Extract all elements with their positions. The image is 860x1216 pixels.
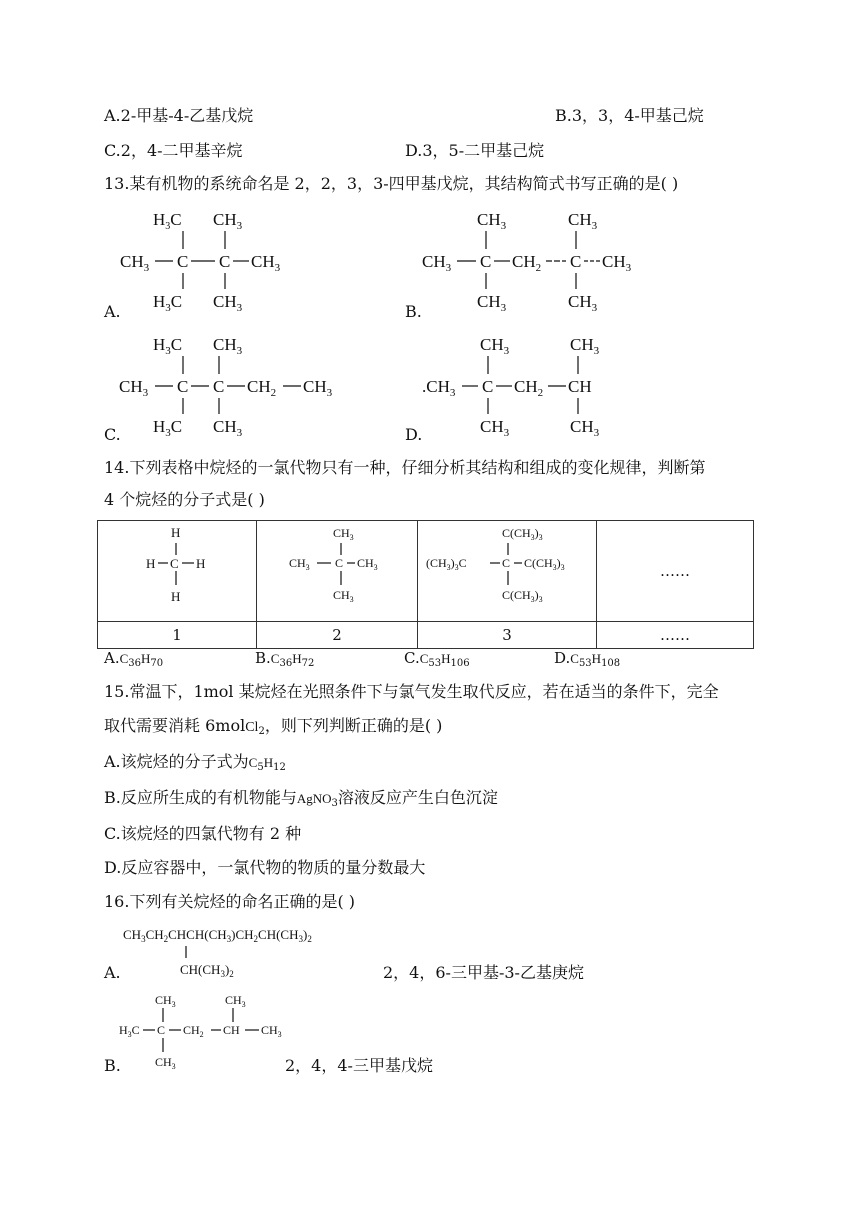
q14-stem-line1: 14.下列表格中烷烃的一氯代物只有一种，仔细分析其结构和组成的变化规律，判断第	[104, 458, 706, 477]
q14-option-a-hn: 70	[150, 658, 164, 669]
q14-cell-neopentane	[257, 521, 418, 622]
q15-option-b-agno-sub: 3	[331, 798, 338, 809]
svg-text:CH3: $CH_3$	[422, 252, 452, 274]
svg-text:CH3: $CH_3$	[570, 335, 600, 357]
q14-option-b-hn: 72	[301, 658, 315, 669]
svg-text:CH3: $CH_3$	[155, 1055, 176, 1070]
q14-option-d-letter: D.	[554, 649, 571, 667]
q14-stem-line2: 4 个烷烃的分子式是( )	[104, 490, 265, 509]
q12-option-d: D.3，5-二甲基己烷	[405, 141, 545, 160]
svg-text:CH3: $CH_3$	[333, 526, 354, 542]
q13-label-b: B.	[405, 302, 422, 321]
q14-index-3: 3	[418, 622, 597, 649]
svg-text:CH2: $CH_2$	[247, 377, 277, 399]
q14-cell-methane	[98, 521, 257, 622]
q14-index-1: 1	[98, 622, 257, 649]
q14-option-c-h: H	[441, 651, 451, 666]
svg-text:C(CH3)3: $C(CH_3)_3$	[524, 556, 565, 572]
svg-text:CH3: $CH_3$	[568, 292, 598, 314]
svg-text:CH2: $CH_2$	[514, 377, 544, 399]
q15-stem2-cl-sub: 2	[258, 726, 265, 737]
svg-text:C: C	[157, 1023, 166, 1037]
q13-label-c: C.	[104, 425, 121, 444]
q15-option-a-h: H	[263, 755, 274, 770]
q14-table	[97, 520, 754, 649]
svg-text:CH2: $CH_2$	[512, 252, 542, 274]
svg-text:C: C	[219, 252, 231, 271]
q13-structure-c	[115, 330, 355, 440]
q15-option-d: D.反应容器中，一氯代物的物质的量分数最大	[104, 858, 426, 877]
svg-text:H3C: $H_3C$	[153, 210, 182, 232]
q15-option-b-text: B.反应所生成的有机物能与	[104, 788, 297, 807]
q15-option-b	[104, 788, 498, 814]
q13-label-d: D.	[405, 425, 423, 444]
svg-text:CH3: $CH_3$	[119, 377, 149, 399]
svg-text:CH3: $CH_3$	[480, 417, 510, 439]
q15-stem2-part1: 取代需要消耗 6mol	[104, 716, 246, 735]
svg-text:C(CH3)3: $C(CH_3)_3$	[502, 526, 543, 542]
q14-cell-ellipsis: ……	[597, 521, 754, 622]
q15-stem2-cl: Cl	[245, 720, 259, 735]
svg-text:CH3: $CH_3$	[225, 993, 246, 1009]
methane-structure	[98, 521, 256, 617]
q12-option-c: C.2，4-二甲基辛烷	[104, 141, 243, 160]
svg-text:CH3: $CH_3$	[480, 335, 510, 357]
svg-text:C: C	[177, 252, 189, 271]
q14-index-4: ……	[597, 622, 754, 649]
svg-text:CH3: $CH_3$	[333, 588, 354, 604]
q15-option-a-text: A.该烷烃的分子式为	[104, 752, 249, 771]
svg-text:C: C	[502, 556, 511, 570]
q15-stem2-part3: ，则下列判断正确的是( )	[264, 716, 443, 735]
q15-stem-line2	[104, 716, 442, 742]
svg-text:CH: CH	[223, 1023, 240, 1037]
svg-text:CH3: $CH_3$	[477, 210, 507, 232]
q13-structure-b	[420, 205, 650, 315]
svg-text:CH3: $CH_3$	[155, 993, 176, 1009]
svg-text:H: H	[171, 525, 181, 540]
q14-option-a-cn: 36	[128, 658, 142, 669]
svg-text:CH3: $CH_3$	[120, 252, 150, 274]
q13-label-a: A.	[104, 302, 121, 321]
q15-stem-line1: 15.常温下，1mol 某烷烃在光照条件下与氯气发生取代反应，若在适当的条件下，完全	[104, 682, 719, 701]
q15-option-c: C.该烷烃的四氯代物有 2 种	[104, 824, 302, 843]
q14-option-a	[104, 648, 163, 674]
q14-option-d	[554, 648, 620, 674]
q16-option-b-label: B.	[104, 1056, 121, 1075]
svg-text:CH3: $CH_3$	[251, 252, 281, 274]
q14-index-2: 2	[257, 622, 418, 649]
q14-option-a-letter: A.	[104, 649, 120, 667]
q14-option-a-c: C	[119, 651, 129, 666]
svg-text:CH2: $CH_2$	[183, 1023, 204, 1039]
svg-text:CH3: $CH_3$	[213, 210, 243, 232]
svg-text:CH3CH2CHCH(CH3)CH2CH(CH3)2: $CH_3CH_2CHCH(CH_3)CH_2CH(CH_3)_2$	[123, 927, 312, 944]
q14-option-a-h: H	[141, 651, 151, 666]
svg-text:CH: CH	[568, 377, 592, 396]
svg-text:CH(CH3)2: $CH(CH_3)_2$	[180, 962, 234, 979]
svg-text:CH3: $CH_3$	[570, 417, 600, 439]
q15-option-b-post: 溶液反应产生白色沉淀	[337, 788, 498, 807]
q16-option-b-name: 2，4，4-三甲基戊烷	[285, 1056, 433, 1075]
svg-text:H3C: $H_3C$	[153, 292, 183, 314]
q14-option-c	[404, 648, 470, 674]
svg-text:H3C: $H_3C$	[153, 335, 183, 357]
q14-option-c-letter: C.	[404, 649, 420, 667]
neopentane-structure	[257, 521, 417, 617]
q14-option-c-hn: 106	[450, 658, 470, 669]
q14-option-b-cn: 36	[279, 658, 293, 669]
q14-option-b	[255, 648, 314, 674]
svg-text:H: H	[196, 556, 206, 571]
q14-option-d-cn: 53	[578, 658, 592, 669]
svg-text:H: H	[171, 589, 181, 604]
q16-option-a-label: A.	[104, 963, 121, 982]
svg-text:.CH3: $.CH_3$	[422, 377, 456, 399]
svg-text:(CH3)3C: $(CH_3)_3C$	[426, 556, 467, 572]
svg-text:CH3: $CH_3$	[213, 292, 243, 314]
svg-text:CH3: $CH_3$	[289, 556, 310, 572]
q15-option-a-c: C	[248, 755, 258, 770]
q14-option-d-hn: 108	[601, 658, 621, 669]
q15-option-a	[104, 752, 286, 778]
svg-text:CH3: $CH_3$	[602, 252, 632, 274]
q14-option-c-c: C	[419, 651, 429, 666]
q13-structure-d	[420, 330, 650, 440]
svg-text:C: C	[570, 252, 582, 271]
q15-option-b-agno: AgNO	[296, 791, 332, 806]
q12-option-b: B.3，3，4-甲基己烷	[555, 106, 704, 125]
q15-option-a-c-sub: 5	[257, 762, 264, 773]
q14-option-c-cn: 53	[428, 658, 442, 669]
svg-text:C: C	[482, 377, 494, 396]
svg-text:CH3: $CH_3$	[213, 417, 243, 439]
svg-text:H: H	[146, 556, 156, 571]
svg-text:C: C	[335, 556, 344, 570]
q14-option-b-c: C	[270, 651, 280, 666]
q14-option-d-c: C	[570, 651, 579, 666]
q12-option-a: A.2-甲基-4-乙基戊烷	[104, 106, 254, 125]
svg-text:H3C: $H_3C$	[119, 1023, 140, 1039]
q15-option-a-h-sub: 12	[273, 762, 286, 773]
svg-text:C: C	[213, 377, 225, 396]
svg-text:C(CH3)3: $C(CH_3)_3$	[502, 588, 543, 604]
svg-text:CH3: $CH_3$	[568, 210, 598, 232]
q14-option-d-h: H	[591, 651, 602, 666]
q16-option-a-name: 2，4，6-三甲基-3-乙基庚烷	[383, 963, 584, 982]
svg-text:C: C	[177, 377, 189, 396]
q14-option-b-letter: B.	[255, 649, 271, 667]
q13-structure-a	[115, 205, 295, 315]
svg-text:C: C	[170, 556, 179, 571]
q14-option-b-h: H	[292, 651, 302, 666]
q16-structure-b	[115, 990, 305, 1070]
svg-text:CH3: $CH_3$	[477, 292, 507, 314]
q13-stem: 13.某有机物的系统命名是 2，2，3，3-四甲基戊烷，其结构简式书写正确的是( )	[104, 174, 679, 193]
svg-text:CH3: $CH_3$	[261, 1023, 282, 1039]
third-alkane-structure	[418, 521, 596, 617]
svg-text:C: C	[480, 252, 492, 271]
svg-text:CH3: $CH_3$	[357, 556, 378, 572]
q14-cell-third	[418, 521, 597, 622]
svg-text:CH3: $CH_3$	[303, 377, 333, 399]
q16-structure-a	[120, 920, 410, 980]
svg-text:CH3: $CH_3$	[213, 335, 243, 357]
q16-stem: 16.下列有关烷烃的命名正确的是( )	[104, 892, 356, 911]
svg-text:H3C: $H_3C$	[153, 417, 183, 439]
